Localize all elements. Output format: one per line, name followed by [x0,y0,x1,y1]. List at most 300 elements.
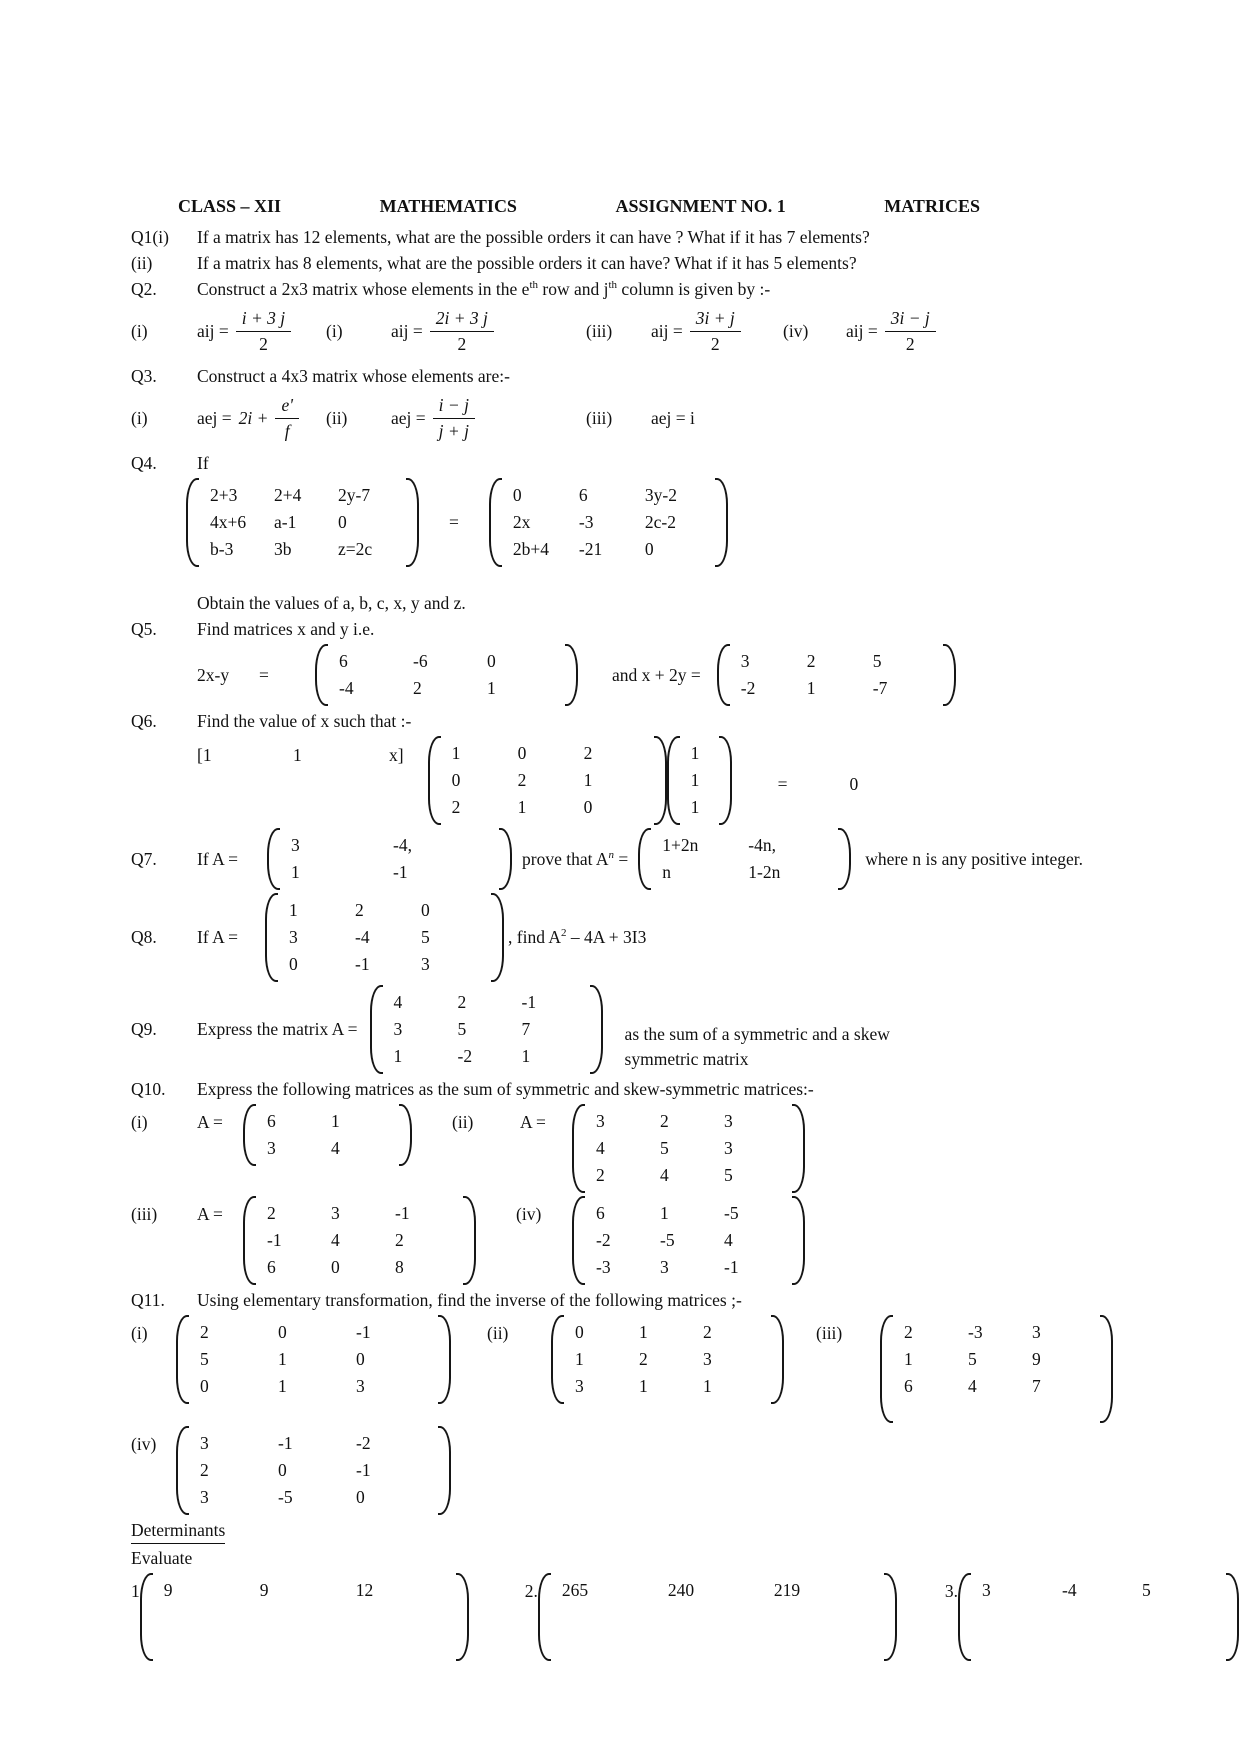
right-paren [838,828,851,890]
right-paren [719,736,732,825]
evaluate-label: Evaluate [131,1548,193,1568]
matrix-cell: -1 [356,1322,371,1342]
q11-iii-label: (iii) [816,1323,843,1343]
matrix-cell: 3 [740,651,750,671]
matrix-grid [189,1315,438,1404]
matrix-grid [680,736,719,825]
left-paren [717,644,730,706]
matrix-cell: 2 [703,1322,712,1342]
matrix-cell: 3 [421,954,430,974]
matrix-cell: -2 [596,1230,611,1250]
matrix-cell: 0 [356,1349,365,1369]
matrix-cell: 0 [278,1460,287,1480]
matrix-cell: 1 [806,678,816,698]
q11-iv-label: (iv) [131,1434,157,1454]
matrix-cell: 1 [278,1349,287,1369]
q3-i-pre: aej = [197,408,232,428]
q7-mid-1: prove that A [522,848,609,869]
q10-i-label: (i) [131,1112,148,1132]
matrix-cell: 0 [451,770,461,790]
q8-post-2: – 4A + 3I3 [566,927,647,947]
q1-ii-label: (ii) [131,253,153,273]
matrix-cell: 2 [596,1165,605,1185]
q7-matrix-a [267,828,512,890]
matrix-grid [278,893,491,982]
right-paren [792,1196,805,1285]
q10-iii-label: (iii) [131,1204,158,1224]
right-paren [715,478,728,567]
q2-formula-ii [391,308,586,355]
q6-label: Q6. [131,711,157,731]
q2-statement [131,277,1201,301]
matrix-grid [256,1104,399,1166]
matrix-cell: 3 [331,1203,340,1223]
left-paren [176,1315,189,1404]
left-paren [370,985,383,1074]
matrix-cell: 1 [639,1322,648,1342]
q10-text: Express the following matrices as the sum of symmetric and skew-symmetric matrices:- [197,1079,814,1099]
q3-ii-fraction: $\frac{i - j}{j + j}$ [433,395,475,442]
q10-matrix-iv [572,1196,805,1285]
header-subject: MATHEMATICS [379,196,517,216]
matrix-cell: 2 [200,1460,209,1480]
matrix-cell: 0 [331,1257,340,1277]
q6-equals: = [777,774,788,794]
matrix-grid [502,478,715,567]
q10-iv-label: (iv) [516,1204,542,1224]
matrix-cell: 1 [703,1376,712,1396]
q1-part-ii [131,251,1201,275]
q5-matrix-right [717,644,956,706]
right-paren [438,1315,451,1404]
matrix-cell: 4 [968,1376,977,1396]
right-paren [499,828,512,890]
matrix-cell: 4 [331,1138,340,1158]
matrix-cell: 219 [773,1580,801,1600]
matrix-cell: 1 [451,743,461,763]
q2-text-1: Construct a 2x3 matrix whose elements in the e [197,279,530,299]
q2-formula-i [197,308,326,355]
q9-post [625,1022,890,1072]
matrix-cell: 3 [575,1376,584,1396]
matrix-cell: 3 [1032,1322,1041,1342]
right-paren [1100,1315,1113,1423]
q11-matrix-iv [176,1426,451,1515]
matrix-cell: 6 [596,1203,605,1223]
matrix-cell: 1-2n [748,862,781,882]
matrix-cell: 2 [660,1111,669,1131]
q10-row-1 [131,1104,1201,1193]
matrix-cell: 1 [291,862,300,882]
left-paren [667,736,680,825]
right-paren [1226,1573,1239,1661]
matrix-cell: 2c-2 [644,512,676,532]
matrix-cell: 3 [982,1580,991,1600]
q7-label: Q7. [131,848,157,869]
q10-ii-pre: A = [520,1112,546,1132]
matrix-cell: 4 [724,1230,733,1250]
q6-row-vector [197,745,404,766]
right-paren [463,1196,476,1285]
matrix-cell: -4, [393,835,412,855]
q7-post: where n is any positive integer. [865,848,1083,869]
q5-matrix-left [315,644,578,706]
det-1-label: 1 [131,1581,140,1601]
matrix-cell: 3y-2 [644,485,677,505]
matrix-cell: -5 [660,1230,675,1250]
q2-sup-2: th [608,279,618,292]
matrix-cell: -1 [724,1257,739,1277]
matrix-cell: 0 [575,1322,584,1342]
matrix-cell: -21 [578,539,603,559]
matrix-cell: -5 [278,1487,293,1507]
matrix-cell: 1 [289,900,298,920]
left-paren [551,1315,564,1404]
matrix-cell: 5 [200,1349,209,1369]
matrix-cell: 4 [660,1165,669,1185]
matrix-grid [971,1573,1226,1661]
matrix-grid [730,644,943,706]
matrix-grid [585,1196,792,1285]
right-paren [565,644,578,706]
q7-matrix-an [638,828,851,890]
matrix-cell: 2b+4 [512,539,549,559]
q1-label: Q1(i) [131,227,169,247]
q9-post-line-1: as the sum of a symmetric and a skew [624,1024,890,1044]
matrix-cell: 0 [487,651,496,671]
matrix-grid [383,985,590,1074]
q4-matrix-left [186,478,419,567]
q8-exponent: 2 [561,927,567,940]
q2-ii-label: (i) [326,321,343,341]
q10-iii-pre: A = [197,1204,223,1224]
matrix-cell: 2 [639,1349,648,1369]
q6-vec-3: x] [389,745,404,765]
matrix-grid [280,828,499,890]
matrix-cell: -1 [278,1433,293,1453]
q3-i-label: (i) [131,408,148,428]
determinants-heading-line [131,1518,1201,1544]
matrix-grid [893,1315,1100,1423]
q2-formula-iii [651,308,783,355]
matrix-cell: 5 [872,651,882,671]
q3-formulas [131,395,1201,442]
matrix-cell: 5 [660,1138,669,1158]
left-paren [489,478,502,567]
q2-i-pre: aij = [197,321,229,341]
matrix-cell: -2 [457,1046,473,1066]
q6-statement [131,709,1201,733]
matrix-cell: 2 [904,1322,913,1342]
matrix-cell: 0 [338,512,347,532]
matrix-cell: 1 [690,743,700,763]
matrix-cell: -2 [356,1433,371,1453]
matrix-cell: 3 [724,1138,733,1158]
matrix-grid [585,1104,792,1193]
right-paren [399,1104,412,1166]
matrix-cell: 1 [331,1111,340,1131]
matrix-cell: 2 [517,770,527,790]
left-paren [243,1104,256,1166]
q6-rhs: 0 [849,774,859,794]
q4-outro-spacer [131,591,197,615]
right-paren [884,1573,897,1661]
right-paren [456,1573,469,1661]
q4-statement [131,451,1201,475]
left-paren [176,1426,189,1515]
matrix-cell: -5 [724,1203,739,1223]
matrix-cell: 7 [1032,1376,1041,1396]
q11-row-1 [131,1315,1201,1423]
q3-formula-i [197,395,326,442]
det-matrix-3 [958,1573,1239,1661]
matrix-cell: 2 [267,1203,276,1223]
matrix-cell: 3 [291,835,300,855]
matrix-cell: 0 [512,485,522,505]
matrix-cell: 3 [356,1376,365,1396]
matrix-cell: 3 [703,1349,712,1369]
q2-text-3: column is given by :- [617,279,771,299]
left-paren [572,1104,585,1193]
q3-label: Q3. [131,366,157,386]
q10-row-2 [131,1196,1201,1285]
det-matrix-1 [140,1573,469,1661]
matrix-cell: 3 [289,927,298,947]
q4-matrix-right [489,478,728,567]
matrix-grid [564,1315,771,1404]
q3-text: Construct a 4x3 matrix whose elements are:- [197,366,510,386]
matrix-cell: 7 [521,1019,531,1039]
matrix-cell: -4 [1062,1580,1077,1600]
q7-pre: If A = [197,848,238,869]
q3-iii-text: aej = i [651,408,695,428]
right-paren [438,1426,451,1515]
q2-formula-iv [846,308,936,355]
matrix-cell: 9 [259,1580,269,1600]
matrix-cell: 0 [200,1376,209,1396]
matrix-cell: 2 [583,743,593,763]
matrix-cell: 1 [393,1046,403,1066]
matrix-cell: 2 [355,900,364,920]
matrix-cell: -3 [596,1257,611,1277]
matrix-cell: 4 [596,1138,605,1158]
q9-statement [131,985,1201,1074]
matrix-cell: 2 [806,651,816,671]
matrix-cell: 1 [639,1376,648,1396]
left-paren [265,893,278,982]
q10-matrix-ii [572,1104,805,1193]
q9-matrix [370,985,603,1074]
right-paren [654,736,667,825]
determinants-heading: Determinants [131,1518,225,1544]
q3-formula-iii [651,408,695,429]
matrix-cell: 3 [724,1111,733,1131]
matrix-grid [189,1426,438,1515]
q4-intro: If [197,453,209,473]
q2-formulas [131,308,1201,355]
q3-statement [131,364,1201,388]
q11-matrix-ii [551,1315,784,1404]
q5-text: Find matrices x and y i.e. [197,619,375,639]
q11-text: Using elementary transformation, find the inverse of the following matrices ;- [197,1290,742,1310]
matrix-cell: 9 [163,1580,173,1600]
q10-label: Q10. [131,1079,166,1099]
q8-statement [131,893,1201,982]
matrix-cell: 2+4 [274,485,302,505]
left-paren [958,1573,971,1661]
matrix-cell: b-3 [210,539,234,559]
matrix-cell: 0 [278,1322,287,1342]
left-paren [267,828,280,890]
matrix-cell: 240 [667,1580,695,1600]
matrix-cell: 1 [690,797,700,817]
q2-label: Q2. [131,279,157,299]
matrix-cell: 3 [596,1111,605,1131]
matrix-cell: 2+3 [210,485,238,505]
matrix-cell: 8 [395,1257,404,1277]
q11-matrix-i [176,1315,451,1404]
matrix-cell: 2x [512,512,531,532]
matrix-cell: -1 [395,1203,410,1223]
q8-matrix [265,893,504,982]
header-topic: MATRICES [884,196,980,216]
matrix-cell: 3 [393,1019,403,1039]
matrix-cell: 265 [561,1580,589,1600]
left-paren [638,828,651,890]
right-paren [590,985,603,1074]
det-matrix-2 [538,1573,897,1661]
q7-exponent: n [608,848,615,861]
matrix-cell: 3 [267,1138,276,1158]
q4-outro: Obtain the values of a, b, c, x, y and z. [197,593,466,613]
right-paren [491,893,504,982]
q2-text-2: row and j [538,279,609,299]
matrix-cell: 5 [724,1165,733,1185]
right-paren [943,644,956,706]
q5-label: Q5. [131,619,157,639]
matrix-cell: -1 [355,954,370,974]
evaluate-row [131,1573,1201,1661]
q3-formula-ii [391,395,586,442]
matrix-cell: 5 [421,927,430,947]
q6-column-vector [667,736,732,825]
matrix-cell: 0 [356,1487,365,1507]
header-class: CLASS – XII [178,196,282,216]
left-paren [880,1315,893,1423]
matrix-cell: 6 [267,1111,276,1131]
q10-statement [131,1077,1201,1101]
right-paren [406,478,419,567]
matrix-cell: 1 [278,1376,287,1396]
q11-ii-label: (ii) [487,1323,509,1343]
matrix-cell: 3 [660,1257,669,1277]
matrix-cell: 1 [521,1046,531,1066]
matrix-cell: -4n, [748,835,776,855]
matrix-cell: 4 [331,1230,340,1250]
q3-i-fraction: $\frac{e'}{f}$ [275,395,299,442]
q3-ii-label: (ii) [326,408,348,428]
q8-post-1: , find A [508,927,561,947]
q1-part-i [131,225,1201,249]
q4-label: Q4. [131,453,157,473]
matrix-cell: 1 [690,770,700,790]
matrix-cell: 9 [1032,1349,1041,1369]
q10-matrix-i [243,1104,412,1166]
matrix-cell: 2 [413,678,422,698]
matrix-cell: 1 [904,1349,913,1369]
matrix-cell: 4x+6 [210,512,247,532]
q6-text: Find the value of x such that :- [197,711,412,731]
matrix-cell: -2 [740,678,756,698]
document-header [131,196,980,217]
matrix-cell: 3 [200,1487,209,1507]
matrix-cell: 0 [517,743,527,763]
matrix-cell: -1 [521,992,537,1012]
q11-i-label: (i) [131,1323,148,1343]
matrix-cell: -1 [267,1230,282,1250]
q7-mid-2: = [614,848,629,869]
matrix-cell: -1 [356,1460,371,1480]
q10-matrix-iii [243,1196,476,1285]
matrix-cell: 0 [421,900,430,920]
matrix-cell: z=2c [338,539,373,559]
matrix-cell: 6 [339,651,348,671]
matrix-grid [328,644,565,706]
matrix-cell: -6 [413,651,428,671]
q4-equals: = [449,512,459,532]
right-paren [792,1104,805,1193]
matrix-grid [651,828,838,890]
q2-iii-label: (iii) [586,321,613,341]
matrix-cell: 2 [200,1322,209,1342]
matrix-grid [256,1196,463,1285]
det-3-label: 3. [944,1581,958,1601]
q2-iii-pre: aij = [651,321,683,341]
matrix-cell: -4 [355,927,370,947]
matrix-cell: 6 [267,1257,276,1277]
q11-statement [131,1288,1201,1312]
matrix-cell: 1 [660,1203,669,1223]
q10-i-pre: A = [197,1112,223,1132]
q2-i-label: (i) [131,321,148,341]
matrix-cell: 2 [457,992,467,1012]
matrix-cell: 1 [517,797,527,817]
matrix-cell: 0 [289,954,298,974]
left-paren [428,736,441,825]
q10-ii-label: (ii) [452,1112,474,1132]
matrix-cell: -1 [393,862,408,882]
matrix-grid [441,736,654,825]
q8-post [508,927,646,948]
matrix-cell: 1 [575,1349,584,1369]
q2-sup-1: th [529,279,538,292]
q9-pre: Express the matrix A = [197,1019,358,1039]
q7-statement [131,828,1201,890]
q3-iii-label: (iii) [586,408,613,428]
q5-statement [131,617,1201,641]
evaluate-line [131,1546,1201,1570]
q5-mid: and x + 2y = [612,664,701,685]
matrix-cell: 0 [644,539,654,559]
right-paren [771,1315,784,1404]
q3-ii-pre: aej = [391,408,426,428]
q9-label: Q9. [131,1019,157,1039]
matrix-cell: 3 [200,1433,209,1453]
matrix-cell: 12 [355,1580,374,1600]
left-paren [572,1196,585,1285]
matrix-cell: 6 [904,1376,913,1396]
q2-iv-label: (iv) [783,321,809,341]
